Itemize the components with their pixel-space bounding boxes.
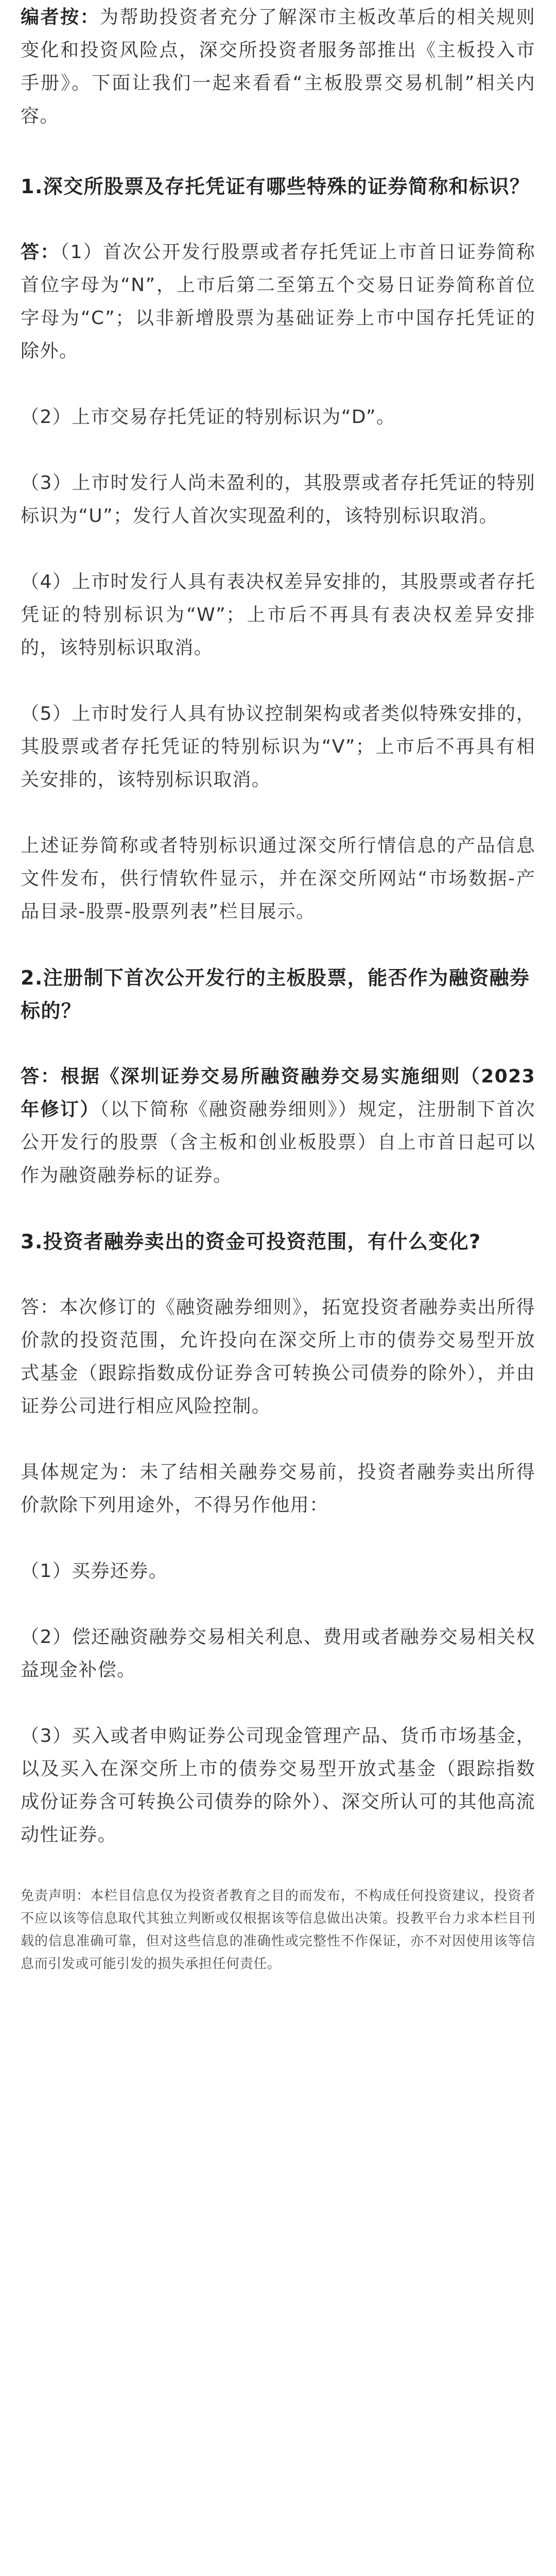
answer-3-p1: 答：本次修订的《融资融券细则》，拓宽投资者融券卖出所得价款的投资范围，允许投向在深交所上市的债券交易型开放式基金（跟踪指数成份证券含可转换公司债券的除外），并由证券公司进行相应风险控制。 — [21, 1297, 535, 1417]
answer-1-text-1: （1）首次公开发行股票或者存托凭证上市首日证券简称首位字母为“N”，上市后第二至第五个交易日证券简称首位字母为“C”；以非新增股票为基础证券上市中国存托凭证的除外。 — [21, 242, 535, 362]
editor-note-text: 为帮助投资者充分了解深市主板改革后的相关规则变化和投资风险点，深交所投资者服务部推出《主板投入市手册》。下面让我们一起来看看“主板股票交易机制”相关内容。 — [21, 7, 535, 127]
editor-note — [21, 0, 535, 133]
answer-1-p5: （5）上市时发行人具有协议控制架构或者类似特殊安排的，其股票或者存托凭证的特别标识为“V”；上市后不再具有相关安排的，该特别标识取消。 — [21, 703, 535, 790]
answer-2-bold: 根据《深圳证券交易所融资融券交易实施细则（2023年修订） — [21, 1066, 535, 1120]
question-1: 1.深交所股票及存托凭证有哪些特殊的证券简称和标识？ — [21, 175, 530, 198]
question-2: 2.注册制下首次公开发行的主板股票，能否作为融资融券标的？ — [21, 967, 530, 1022]
answer-3-p2: 具体规定为：未了结相关融券交易前，投资者融券卖出所得价款除下列用途外，不得另作他用： — [21, 1462, 535, 1516]
editor-note-label: 编者按： — [21, 7, 100, 28]
disclaimer: 免责声明：本栏目信息仅为投资者教育之目的而发布，不构成任何投资建议，投资者不应以该等信息取代其独立判断或仅根据该等信息做出决策。投教平台力求本栏目刊载的信息准确可靠，但对这些信息的准确性或完整性不作保证，亦不对因使用该等信息而引发或可能引发的损失承担任何责任。 — [21, 1888, 535, 1972]
question-3: 3.投资者融券卖出的资金可投资范围，有什么变化? — [21, 1230, 481, 1253]
answer-1-p1 — [21, 236, 535, 368]
answer-1-p2: （2）上市交易存托凭证的特别标识为“D”。 — [21, 406, 396, 428]
answer-1-p3: （3）上市时发行人尚未盈利的，其股票或者存托凭证的特别标识为“U”；发行人首次实现盈利的，该特别标识取消。 — [21, 472, 535, 527]
answer-2 — [21, 1060, 535, 1192]
answer-1-p4: （4）上市时发行人具有表决权差异安排的，其股票或者存托凭证的特别标识为“W”；上市后不再具有表决权差异安排的，该特别标识取消。 — [21, 571, 535, 658]
answer-3-p4: （2）偿还融资融券交易相关利息、费用或者融券交易相关权益现金补偿。 — [21, 1626, 535, 1681]
answer-1-p6: 上述证券简称或者特别标识通过深交所行情信息的产品信息文件发布，供行情软件显示，并在深交所网站“市场数据-产品目录-股票-股票列表”栏目展示。 — [21, 835, 535, 922]
answer-1-label: 答： — [21, 242, 60, 263]
answer-2-label: 答： — [21, 1066, 61, 1087]
answer-3-p3: （1）买券还券。 — [21, 1561, 168, 1582]
answer-3-p5: （3）买入或者申购证券公司现金管理产品、货币市场基金，以及买入在深交所上市的债券交易型开放式基金（跟踪指数成份证券含可转换公司债券的除外）、深交所认可的其他高流动性证券。 — [21, 1725, 535, 1845]
answer-2-text: （以下简称《融资融券细则》）规定，注册制下首次公开发行的股票（含主板和创业板股票）自上市首日起可以作为融资融券标的证券。 — [21, 1099, 535, 1186]
